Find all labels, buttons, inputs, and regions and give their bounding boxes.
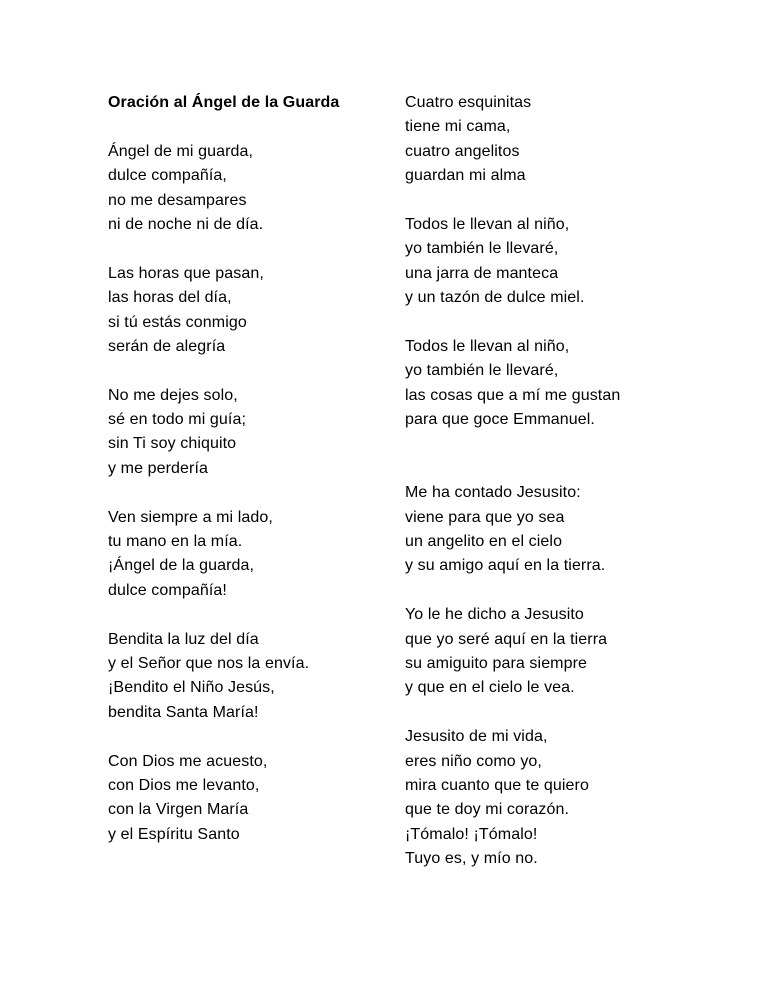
poem-line: serán de alegría (108, 337, 226, 355)
blank-line (405, 579, 755, 603)
blank-line (108, 359, 398, 383)
poem-line: Ángel de mi guarda, (108, 142, 254, 160)
poem-line: ni de noche ni de día. (108, 215, 264, 233)
poem-line: tiene mi cama, (405, 118, 511, 136)
poem-line: ¡Bendito el Niño Jesús, (108, 679, 275, 697)
poem-line: Ven siempre a mi lado, (108, 508, 273, 526)
poem-line: No me dejes solo, (108, 386, 238, 404)
poem-line: sé en todo mi guía; (108, 411, 246, 429)
poem-line: con la Virgen María (108, 801, 249, 819)
poem-line: Cuatro esquinitas (405, 94, 532, 111)
poem-line: y un tazón de dulce miel. (405, 289, 585, 307)
poem-line: Todos le llevan al niño, (405, 337, 570, 355)
poem-line: guardan mi alma (405, 167, 526, 185)
poem-line: cuatro angelitos (405, 142, 520, 160)
poem-line: y el Espíritu Santo (108, 825, 240, 843)
blank-line (405, 457, 755, 481)
blank-line (108, 725, 398, 749)
poem-line: que yo seré aquí en la tierra (405, 630, 608, 648)
poem-line: y su amigo aquí en la tierra. (405, 557, 606, 575)
poem-line: dulce compañía, (108, 167, 227, 185)
prayer-title: Oración al Ángel de la Guarda (108, 94, 340, 111)
poem-line: y me perdería (108, 459, 209, 477)
blank-line (108, 603, 398, 627)
poem-line: y el Señor que nos la envía. (108, 654, 310, 672)
poem-line: si tú estás conmigo (108, 313, 247, 331)
poem-line: las cosas que a mí me gustan (405, 386, 621, 404)
blank-line (405, 701, 755, 725)
poem-line: yo también le llevaré, (405, 362, 559, 380)
blank-line (108, 115, 398, 139)
poem-line: bendita Santa María! (108, 703, 259, 721)
poem-line: y que en el cielo le vea. (405, 679, 575, 697)
poem-line: sin Ti soy chiquito (108, 435, 237, 453)
blank-line (405, 189, 755, 213)
blank-line (405, 432, 755, 456)
poem-line: eres niño como yo, (405, 752, 542, 770)
poem-line: un angelito en el cielo (405, 533, 563, 551)
poem-line: Bendita la luz del día (108, 630, 259, 648)
poem-line: que te doy mi corazón. (405, 801, 570, 819)
poem-line: yo también le llevaré, (405, 240, 559, 258)
poem-line: Yo le he dicho a Jesusito (405, 606, 584, 624)
poem-line: tu mano en la mía. (108, 533, 243, 551)
poem-line: Las horas que pasan, (108, 264, 264, 282)
poem-line: ¡Tómalo! ¡Tómalo! (405, 825, 538, 843)
right-column (405, 91, 755, 872)
poem-line: las horas del día, (108, 289, 232, 307)
poem-line: ¡Ángel de la guarda, (108, 557, 255, 575)
poem-line: viene para que yo sea (405, 508, 565, 526)
blank-line (108, 237, 398, 261)
poem-line: Con Dios me acuesto, (108, 752, 268, 770)
right-poem-lines (405, 91, 755, 872)
poem-line: Jesusito de mi vida, (405, 728, 548, 746)
left-poem-lines (108, 115, 398, 847)
poem-line: mira cuanto que te quiero (405, 776, 589, 794)
blank-line (405, 311, 755, 335)
poem-line: Me ha contado Jesusito: (405, 484, 581, 502)
poem-line: para que goce Emmanuel. (405, 411, 595, 429)
poem-line: con Dios me levanto, (108, 776, 260, 794)
poem-line: Todos le llevan al niño, (405, 215, 570, 233)
poem-line: su amiguito para siempre (405, 654, 588, 672)
poem-line: no me desampares (108, 191, 247, 209)
left-column (108, 91, 398, 847)
poem-line: Tuyo es, y mío no. (405, 850, 538, 868)
blank-line (108, 481, 398, 505)
poem-line: una jarra de manteca (405, 264, 559, 282)
poem-line: dulce compañía! (108, 581, 227, 599)
